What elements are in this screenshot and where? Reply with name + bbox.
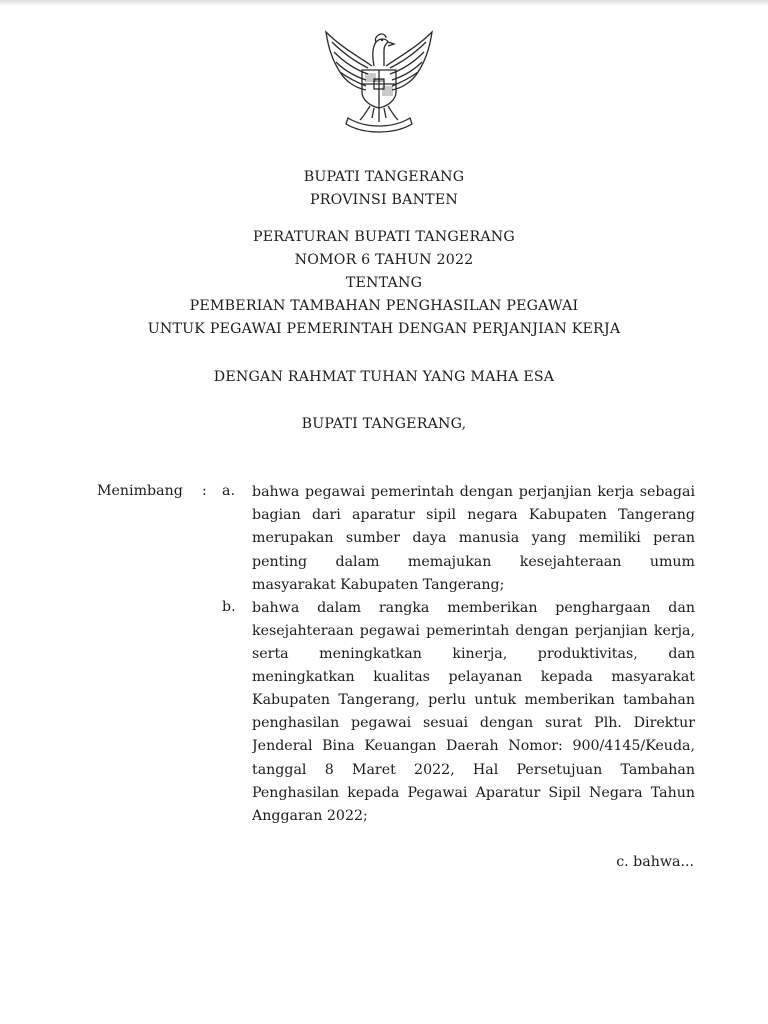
issuer-heading: BUPATI TANGERANG, — [301, 416, 467, 432]
regulation-title: PERATURAN BUPATI TANGERANG — [253, 229, 515, 245]
scan-edge — [0, 0, 768, 6]
item-a-line: bahwa pegawai pemerintah dengan perjanjian kerja sebagai — [252, 484, 695, 500]
province-title: PROVINSI BANTEN — [309, 192, 459, 208]
item-a-line: merupakan sumber daya manusia yang memiliki peran — [252, 530, 695, 546]
item-a-marker: a. — [222, 483, 235, 499]
item-a-line: masyarakat Kabupaten Tangerang; — [252, 577, 505, 593]
item-b-line: penghasilan pegawai sesuai dengan surat Plh. Direktur — [252, 715, 695, 731]
item-b-line: serta meningkatkan kinerja, produktivitas, dan — [252, 646, 695, 662]
menimbang-colon: : — [202, 483, 207, 499]
item-b-line: bahwa dalam rangka memberikan penghargaan dan — [252, 600, 695, 616]
item-b-line: Anggaran 2022; — [252, 808, 368, 824]
regulation-subject-line-2: UNTUK PEGAWAI PEMERINTAH DENGAN PERJANJIAN KERJA — [147, 321, 621, 337]
item-b-line: meningkatkan kualitas pelayanan kepada masyarakat — [252, 669, 695, 685]
item-b-line: kesejahteraan pegawai pemerintah dengan perjanjian kerja, — [252, 623, 695, 639]
item-b-line: Penghasilan kepada Pegawai Aparatur Sipil Negara Tahun — [252, 785, 695, 801]
page-continuation: c. bahwa... — [616, 854, 694, 870]
invocation: DENGAN RAHMAT TUHAN YANG MAHA ESA — [213, 369, 555, 385]
item-b-line: Jenderal Bina Keuangan Daerah Nomor: 900/4145/Keuda, — [252, 738, 695, 754]
item-b-marker: b. — [222, 599, 236, 615]
regulation-about: TENTANG — [345, 275, 423, 291]
regulation-subject-line-1: PEMBERIAN TAMBAHAN PENGHASILAN PEGAWAI — [189, 298, 579, 314]
item-b-line: Kabupaten Tangerang, perlu untuk memberikan tambahan — [252, 692, 695, 708]
item-a-line: penting dalam memajukan kesejahteraan umum — [252, 554, 695, 570]
menimbang-label: Menimbang — [97, 483, 183, 499]
regent-title: BUPATI TANGERANG — [303, 169, 465, 185]
item-b-line: tanggal 8 Maret 2022, Hal Persetujuan Tambahan — [252, 762, 695, 778]
garuda-pancasila-emblem-icon — [318, 26, 440, 134]
item-a-line: bagian dari aparatur sipil negara Kabupaten Tangerang — [252, 507, 695, 523]
regulation-number: NOMOR 6 TAHUN 2022 — [294, 252, 474, 268]
